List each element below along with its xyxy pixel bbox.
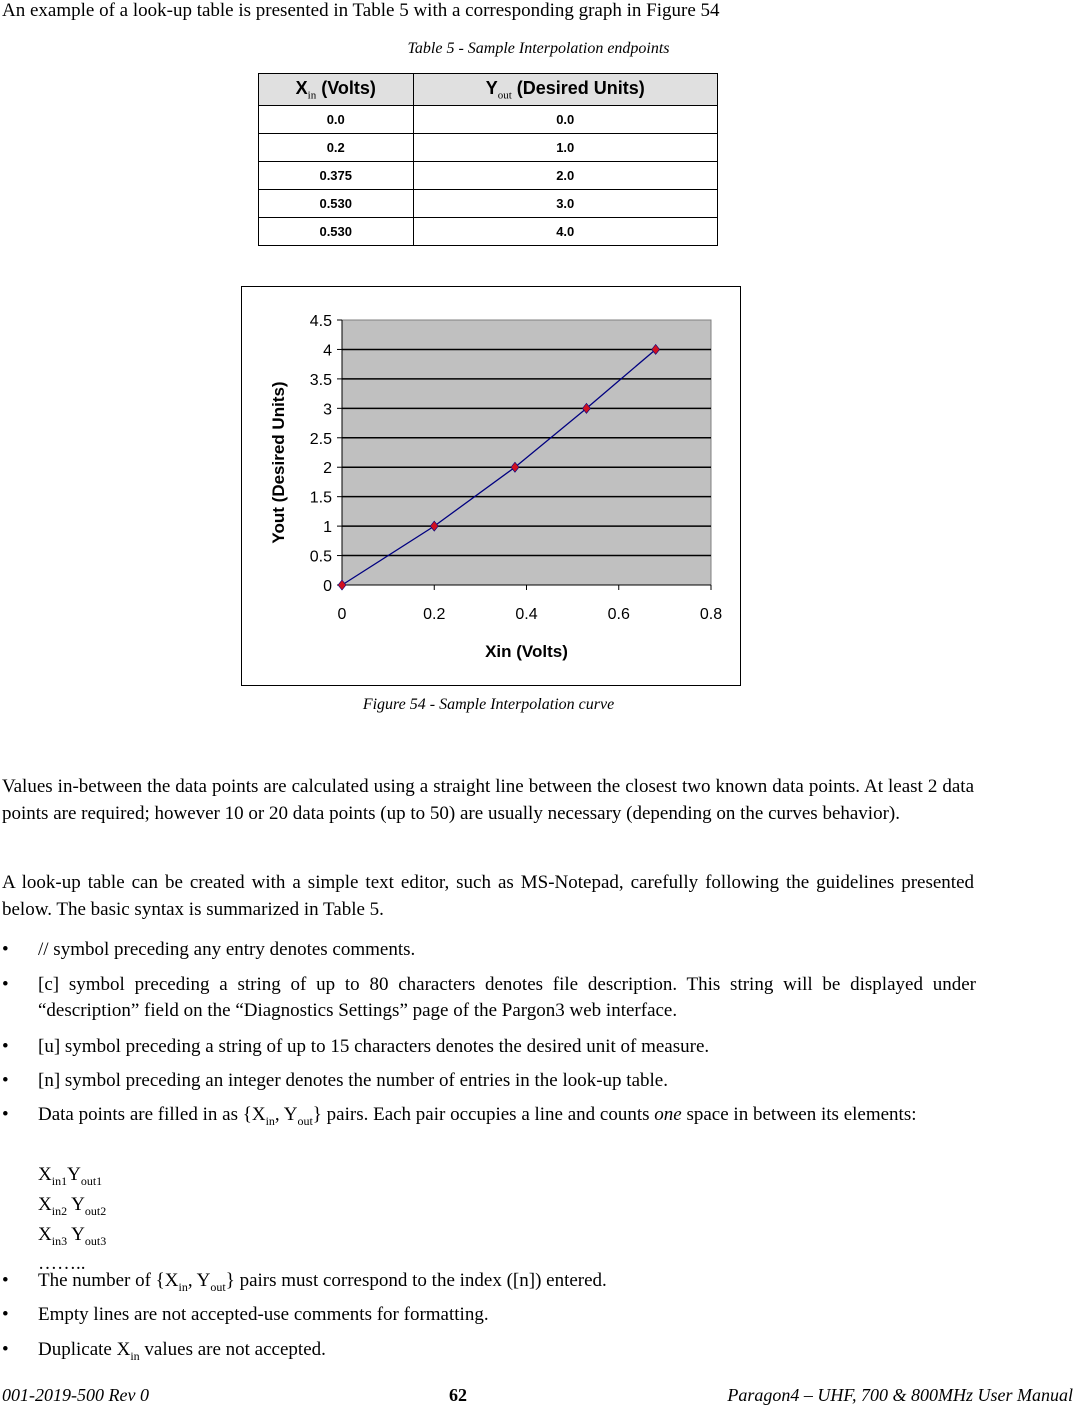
bullet-text: Data points are filled in as {$X_{in}$, $Y_{out}$} pairs. Each pair occupies a line and counts one space in between its elements: bbox=[38, 1104, 917, 1128]
cell-xin: 0.2 bbox=[259, 134, 414, 162]
bullet-icon: • bbox=[2, 1070, 9, 1091]
y-tick-label: 2 bbox=[323, 460, 332, 478]
y-tick-label: 1 bbox=[323, 519, 332, 537]
bullet-text: [u] symbol preceding a string of up to 15 characters denotes the desired unit of measure. bbox=[38, 1036, 710, 1057]
pair-line: $X_{in1}Y_{out1}$ bbox=[38, 1164, 103, 1188]
y-tick-label: 1.5 bbox=[309, 489, 332, 507]
cell-xin: 0.530 bbox=[259, 218, 414, 246]
page-number: 62 bbox=[449, 1385, 467, 1405]
data-pair-examples bbox=[38, 1163, 106, 1276]
plot-area bbox=[342, 320, 711, 585]
bullet-icon: • bbox=[2, 1339, 9, 1360]
bullet-text: The number of {$X_{in}$, $Y_{out}$} pairs must correspond to the index ([n]) entered. bbox=[38, 1270, 607, 1294]
intro-text: An example of a look-up table is presented in Table 5 with a corresponding graph in Figure 54 bbox=[2, 0, 720, 21]
y-tick-label: 0 bbox=[323, 578, 332, 595]
pair-line: $X_{in3}$ $Y_{out3}$ bbox=[38, 1223, 107, 1248]
cell-yout: 4.0 bbox=[413, 218, 718, 246]
table-row bbox=[259, 134, 718, 162]
bullet-icon: • bbox=[2, 1270, 9, 1291]
bullet-text: Empty lines are not accepted-use comments for formatting. bbox=[38, 1304, 489, 1325]
cell-xin: 0.375 bbox=[259, 162, 414, 190]
figure-caption: Figure 54 - Sample Interpolation curve bbox=[362, 696, 615, 713]
bullet-icon: • bbox=[2, 1036, 9, 1057]
header-yout: $Y_{out}$ (Desired Units) bbox=[413, 74, 718, 106]
bullet-icon: • bbox=[2, 1304, 9, 1325]
cell-yout: 0.0 bbox=[413, 106, 718, 134]
interpolation-chart bbox=[242, 287, 740, 685]
pair-line: $X_{in2}$ $Y_{out2}$ bbox=[38, 1193, 107, 1218]
table-row bbox=[259, 106, 718, 134]
cell-xin: 0.530 bbox=[259, 190, 414, 218]
x-tick-label: 0.8 bbox=[699, 606, 723, 623]
paragraph-lookup-creation: A look-up table can be created with a simple text editor, such as MS-Notepad, carefully following the guidelines presented below. The basic syntax is summarized in Table 5. bbox=[2, 872, 974, 920]
table-header-row bbox=[259, 74, 718, 106]
table-caption: Table 5 - Sample Interpolation endpoints bbox=[407, 40, 670, 57]
y-tick-label: 4 bbox=[323, 342, 332, 360]
x-tick-label: 0.4 bbox=[515, 606, 538, 623]
x-tick-label: 0.6 bbox=[607, 606, 630, 623]
y-axis-label: Yout (Desired Units) bbox=[269, 381, 288, 544]
table-row bbox=[259, 218, 718, 246]
bullet-icon: • bbox=[2, 1104, 9, 1125]
table-row bbox=[259, 190, 718, 218]
cell-yout: 3.0 bbox=[413, 190, 718, 218]
lookup-table bbox=[258, 73, 718, 246]
bullet-text: Duplicate $X_{in}$ values are not accepted. bbox=[38, 1339, 326, 1363]
y-tick-label: 3 bbox=[323, 401, 332, 419]
cell-xin: 0.0 bbox=[259, 106, 414, 134]
footer-doc-number: 001-2019-500 Rev 0 bbox=[2, 1385, 149, 1405]
bullet-text: [c] symbol preceding a string of up to 80 characters denotes file description. This string will be displayed under “description” field on the “Diagnostics Settings” page of the Pargon3 web interface. bbox=[38, 974, 976, 1021]
y-tick-label: 3.5 bbox=[309, 371, 332, 389]
cell-yout: 2.0 bbox=[413, 162, 718, 190]
y-tick-label: 4.5 bbox=[309, 313, 332, 330]
cell-yout: 1.0 bbox=[413, 134, 718, 162]
bullet-text: [n] symbol preceding an integer denotes the number of entries in the look-up table. bbox=[38, 1070, 668, 1091]
footer-manual-title: Paragon4 – UHF, 700 & 800MHz User Manual bbox=[727, 1385, 1073, 1405]
y-tick-label: 2.5 bbox=[309, 430, 332, 448]
x-axis-label: Xin (Volts) bbox=[485, 642, 568, 661]
x-tick-label: 0 bbox=[337, 606, 347, 623]
x-tick-label: 0.2 bbox=[423, 606, 446, 623]
bullet-text: // symbol preceding any entry denotes comments. bbox=[38, 939, 416, 960]
bullet-icon: • bbox=[2, 974, 9, 995]
chart-frame bbox=[241, 286, 741, 686]
bullet-icon: • bbox=[2, 939, 9, 960]
table-row bbox=[259, 162, 718, 190]
paragraph-interpolation: Values in-between the data points are calculated using a straight line between the closest two known data points. At least 2 data points are required; however 10 or 20 data points (up to 50) are usually necessary (depending on the curves behavior). bbox=[2, 776, 974, 824]
header-xin: $X_{in}$ (Volts) bbox=[259, 74, 414, 106]
y-tick-label: 0.5 bbox=[309, 548, 332, 566]
pair-ellipsis: …….. bbox=[38, 1253, 86, 1275]
